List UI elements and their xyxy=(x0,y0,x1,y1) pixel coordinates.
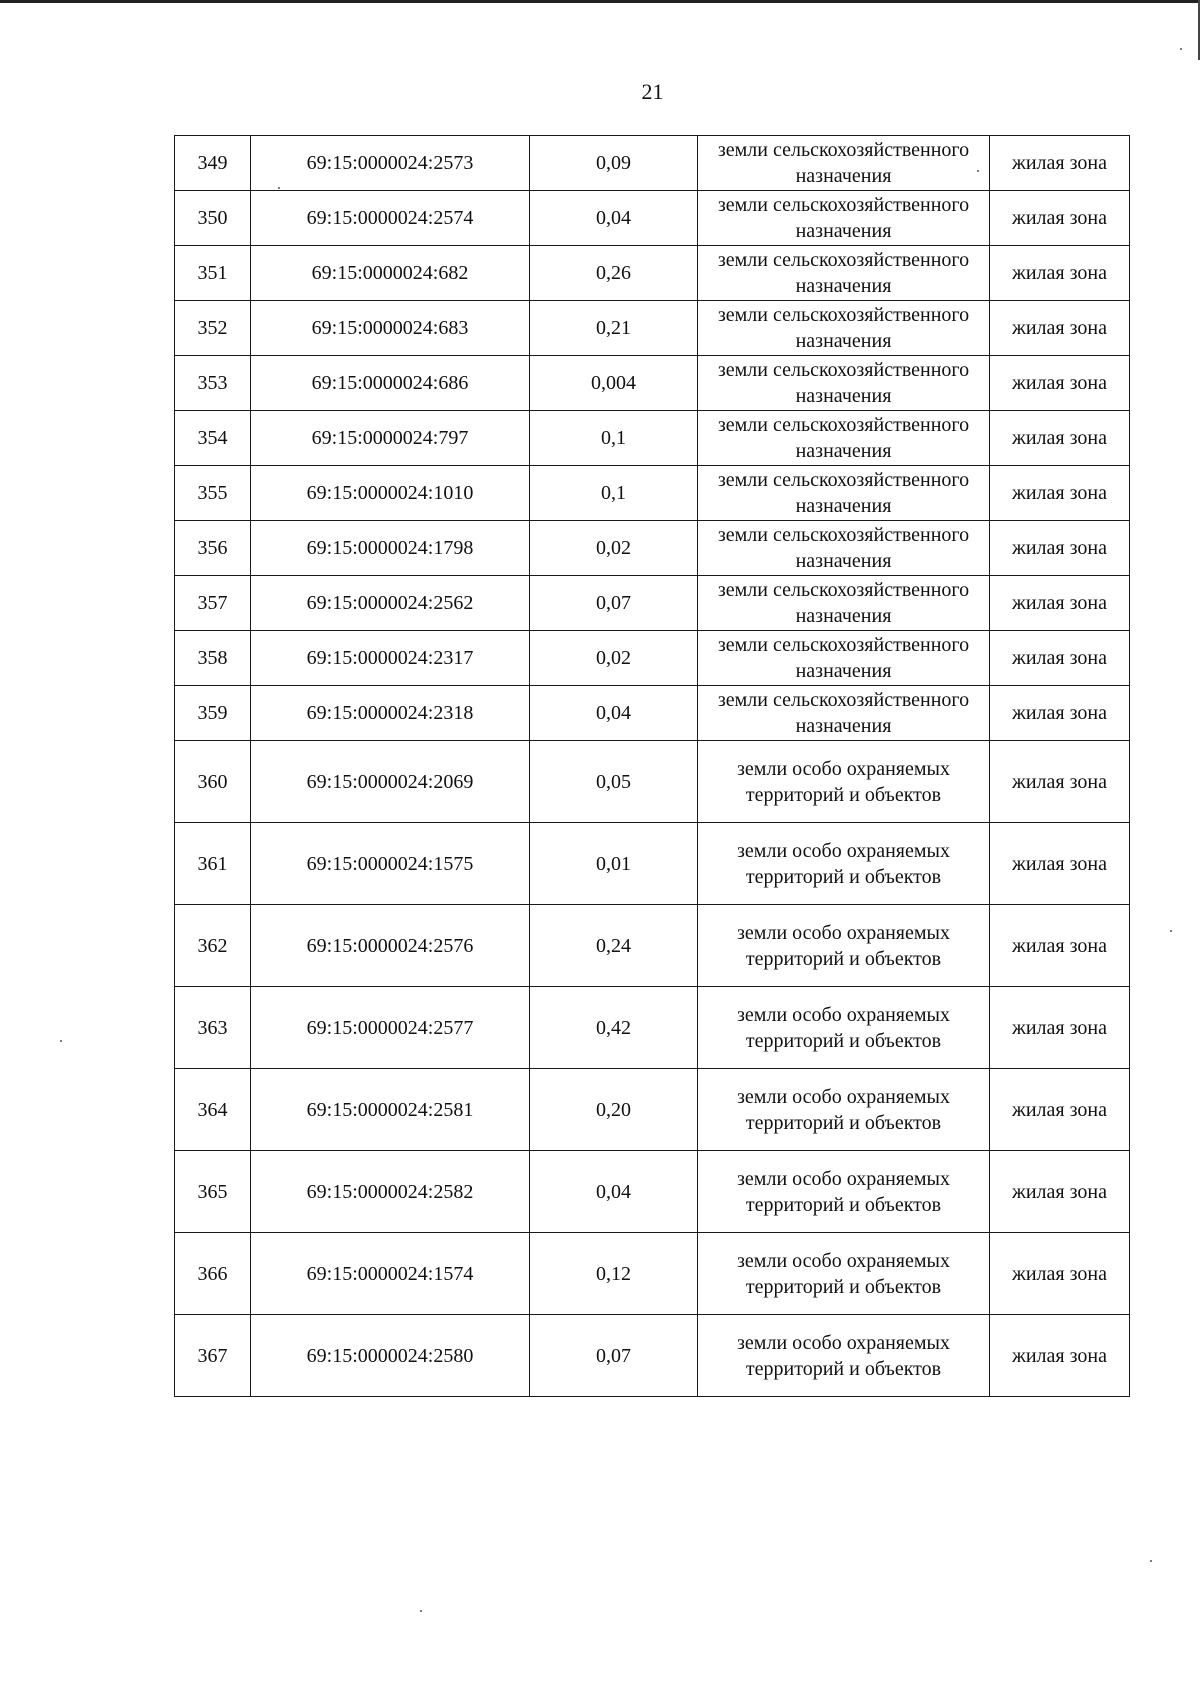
land-category-cell: земли сельскохозяйственного назначения xyxy=(698,631,990,686)
land-category-cell: земли сельскохозяйственного назначения xyxy=(698,356,990,411)
cadastral-number-cell: 69:15:0000024:797 xyxy=(251,411,530,466)
row-number-cell: 354 xyxy=(175,411,251,466)
table-row xyxy=(175,1069,1130,1151)
row-number-cell: 349 xyxy=(175,136,251,191)
cadastral-number-cell: 69:15:0000024:2582 xyxy=(251,1151,530,1233)
area-cell: 0,04 xyxy=(530,686,698,741)
land-category-cell: земли сельскохозяйственного назначения xyxy=(698,521,990,576)
table-row xyxy=(175,741,1130,823)
area-cell: 0,05 xyxy=(530,741,698,823)
scan-speck xyxy=(1180,48,1182,50)
zone-cell: жилая зона xyxy=(990,905,1130,987)
row-number-cell: 352 xyxy=(175,301,251,356)
cadastral-number-cell: 69:15:0000024:1010 xyxy=(251,466,530,521)
zone-cell: жилая зона xyxy=(990,136,1130,191)
cadastral-number-cell: 69:15:0000024:2562 xyxy=(251,576,530,631)
area-cell: 0,07 xyxy=(530,576,698,631)
table-row xyxy=(175,356,1130,411)
table-row xyxy=(175,905,1130,987)
area-cell: 0,42 xyxy=(530,987,698,1069)
area-cell: 0,1 xyxy=(530,466,698,521)
cadastral-number-cell: 69:15:0000024:2576 xyxy=(251,905,530,987)
area-cell: 0,09 xyxy=(530,136,698,191)
land-category-cell: земли сельскохозяйственного назначения xyxy=(698,246,990,301)
row-number-cell: 355 xyxy=(175,466,251,521)
table-row xyxy=(175,1315,1130,1397)
row-number-cell: 366 xyxy=(175,1233,251,1315)
area-cell: 0,24 xyxy=(530,905,698,987)
land-category-cell: земли особо охраняемых территорий и объектов xyxy=(698,823,990,905)
table-row xyxy=(175,411,1130,466)
scan-speck xyxy=(1150,1560,1152,1562)
table-row xyxy=(175,576,1130,631)
cadastral-number-cell: 69:15:0000024:1575 xyxy=(251,823,530,905)
area-cell: 0,1 xyxy=(530,411,698,466)
row-number-cell: 356 xyxy=(175,521,251,576)
table-row xyxy=(175,686,1130,741)
land-category-cell: земли сельскохозяйственного назначения xyxy=(698,466,990,521)
cadastral-number-cell: 69:15:0000024:2581 xyxy=(251,1069,530,1151)
row-number-cell: 367 xyxy=(175,1315,251,1397)
table-row xyxy=(175,191,1130,246)
cadastral-number-cell: 69:15:0000024:2577 xyxy=(251,987,530,1069)
scan-speck xyxy=(60,1040,62,1042)
cadastral-number-cell: 69:15:0000024:1798 xyxy=(251,521,530,576)
row-number-cell: 362 xyxy=(175,905,251,987)
cadastral-number-cell: 69:15:0000024:682 xyxy=(251,246,530,301)
table-row xyxy=(175,1233,1130,1315)
page-number: 21 xyxy=(641,79,664,104)
land-category-cell: земли особо охраняемых территорий и объектов xyxy=(698,905,990,987)
row-number-cell: 350 xyxy=(175,191,251,246)
land-category-cell: земли особо охраняемых территорий и объектов xyxy=(698,1315,990,1397)
land-plots-table xyxy=(174,135,1130,1397)
cadastral-number-cell: 69:15:0000024:2317 xyxy=(251,631,530,686)
table-row xyxy=(175,987,1130,1069)
zone-cell: жилая зона xyxy=(990,1069,1130,1151)
area-cell: 0,07 xyxy=(530,1315,698,1397)
zone-cell: жилая зона xyxy=(990,411,1130,466)
land-category-cell: земли особо охраняемых территорий и объектов xyxy=(698,1151,990,1233)
zone-cell: жилая зона xyxy=(990,466,1130,521)
land-category-cell: земли сельскохозяйственного назначения xyxy=(698,136,990,191)
zone-cell: жилая зона xyxy=(990,356,1130,411)
scan-speck xyxy=(977,170,979,172)
zone-cell: жилая зона xyxy=(990,1151,1130,1233)
cadastral-number-cell: 69:15:0000024:2574 xyxy=(251,191,530,246)
row-number-cell: 359 xyxy=(175,686,251,741)
area-cell: 0,01 xyxy=(530,823,698,905)
table-row xyxy=(175,301,1130,356)
land-category-cell: земли сельскохозяйственного назначения xyxy=(698,191,990,246)
row-number-cell: 353 xyxy=(175,356,251,411)
scan-speck xyxy=(420,1610,422,1612)
zone-cell: жилая зона xyxy=(990,987,1130,1069)
area-cell: 0,21 xyxy=(530,301,698,356)
area-cell: 0,02 xyxy=(530,631,698,686)
cadastral-number-cell: 69:15:0000024:2318 xyxy=(251,686,530,741)
table-row xyxy=(175,521,1130,576)
cadastral-number-cell: 69:15:0000024:2069 xyxy=(251,741,530,823)
table-row xyxy=(175,631,1130,686)
zone-cell: жилая зона xyxy=(990,823,1130,905)
land-category-cell: земли сельскохозяйственного назначения xyxy=(698,686,990,741)
area-cell: 0,02 xyxy=(530,521,698,576)
zone-cell: жилая зона xyxy=(990,301,1130,356)
row-number-cell: 351 xyxy=(175,246,251,301)
scan-edge-top xyxy=(0,0,1200,3)
scan-speck xyxy=(278,187,280,189)
zone-cell: жилая зона xyxy=(990,686,1130,741)
table-row xyxy=(175,1151,1130,1233)
cadastral-number-cell: 69:15:0000024:2573 xyxy=(251,136,530,191)
zone-cell: жилая зона xyxy=(990,191,1130,246)
land-category-cell: земли сельскохозяйственного назначения xyxy=(698,301,990,356)
table-row xyxy=(175,466,1130,521)
cadastral-number-cell: 69:15:0000024:1574 xyxy=(251,1233,530,1315)
land-category-cell: земли сельскохозяйственного назначения xyxy=(698,411,990,466)
scan-speck xyxy=(1170,930,1172,932)
land-category-cell: земли особо охраняемых территорий и объектов xyxy=(698,987,990,1069)
cadastral-number-cell: 69:15:0000024:686 xyxy=(251,356,530,411)
row-number-cell: 365 xyxy=(175,1151,251,1233)
table-body xyxy=(175,136,1130,1397)
row-number-cell: 363 xyxy=(175,987,251,1069)
cadastral-number-cell: 69:15:0000024:683 xyxy=(251,301,530,356)
zone-cell: жилая зона xyxy=(990,1233,1130,1315)
row-number-cell: 364 xyxy=(175,1069,251,1151)
area-cell: 0,004 xyxy=(530,356,698,411)
land-category-cell: земли особо охраняемых территорий и объектов xyxy=(698,1233,990,1315)
table-row xyxy=(175,136,1130,191)
area-cell: 0,04 xyxy=(530,1151,698,1233)
zone-cell: жилая зона xyxy=(990,1315,1130,1397)
row-number-cell: 358 xyxy=(175,631,251,686)
row-number-cell: 357 xyxy=(175,576,251,631)
zone-cell: жилая зона xyxy=(990,576,1130,631)
area-cell: 0,12 xyxy=(530,1233,698,1315)
table-row xyxy=(175,246,1130,301)
zone-cell: жилая зона xyxy=(990,521,1130,576)
land-category-cell: земли сельскохозяйственного назначения xyxy=(698,576,990,631)
row-number-cell: 361 xyxy=(175,823,251,905)
zone-cell: жилая зона xyxy=(990,246,1130,301)
zone-cell: жилая зона xyxy=(990,631,1130,686)
area-cell: 0,26 xyxy=(530,246,698,301)
row-number-cell: 360 xyxy=(175,741,251,823)
table-row xyxy=(175,823,1130,905)
area-cell: 0,20 xyxy=(530,1069,698,1151)
area-cell: 0,04 xyxy=(530,191,698,246)
zone-cell: жилая зона xyxy=(990,741,1130,823)
cadastral-number-cell: 69:15:0000024:2580 xyxy=(251,1315,530,1397)
land-category-cell: земли особо охраняемых территорий и объектов xyxy=(698,1069,990,1151)
land-category-cell: земли особо охраняемых территорий и объектов xyxy=(698,741,990,823)
